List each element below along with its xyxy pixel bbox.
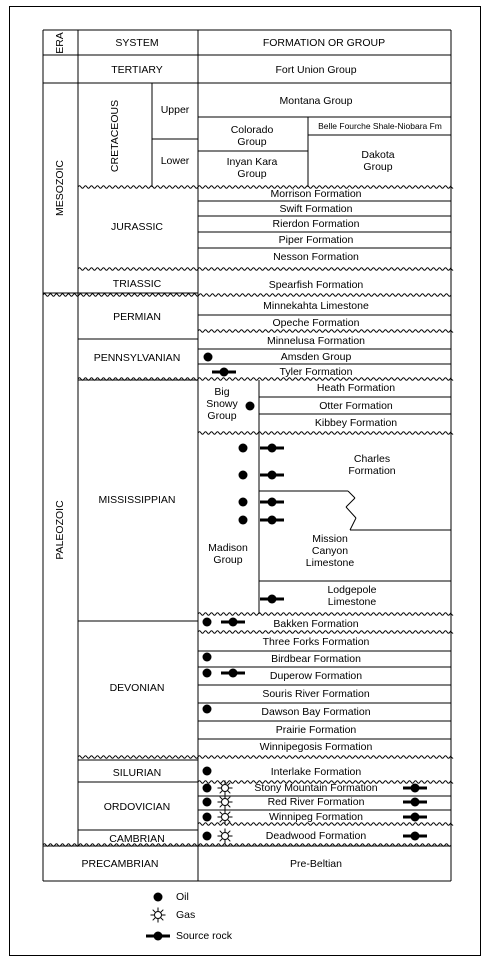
- unconformity-line: [78, 268, 453, 271]
- system-cretaceous: CRETACEOUS: [109, 99, 121, 173]
- formation-prairie: Prairie Formation: [275, 724, 357, 736]
- legend-gas-label: Gas: [176, 909, 196, 921]
- oil-icon: [203, 832, 212, 841]
- system-cambrian: CAMBRIAN: [109, 833, 165, 845]
- formation-dakota: Dakota Group: [361, 149, 395, 173]
- oil-icon: [203, 653, 212, 662]
- system-mississippian: MISSISSIPPIAN: [98, 494, 176, 506]
- series-upper: Upper: [160, 104, 190, 116]
- formation-heath: Heath Formation: [316, 382, 396, 394]
- source-rock-icon: [403, 813, 427, 822]
- oil-icon: [203, 767, 212, 776]
- unconformity-line: [198, 631, 453, 634]
- table-line-35: [348, 491, 355, 498]
- formation-dawson-bay: Dawson Bay Formation: [261, 706, 371, 718]
- source-rock-icon: [221, 618, 245, 627]
- formation-minnelusa: Minnelusa Formation: [266, 335, 366, 347]
- source-rock-icon: [260, 444, 284, 453]
- unconformity-line: [78, 186, 453, 189]
- oil-icon: [203, 705, 212, 714]
- formation-colorado: Colorado Group: [230, 124, 274, 148]
- oil-icon: [203, 813, 212, 822]
- formation-bakken: Bakken Formation: [273, 618, 359, 630]
- formation-inyan-kara: Inyan Kara Group: [226, 156, 278, 180]
- source-rock-icon: [260, 471, 284, 480]
- series-lower: Lower: [160, 155, 190, 167]
- formation-rierdon: Rierdon Formation: [272, 218, 360, 230]
- unconformity-line: [198, 432, 453, 435]
- source-rock-icon: [146, 932, 170, 941]
- gas-icon: [218, 795, 233, 810]
- oil-icon: [154, 893, 163, 902]
- system-permian: PERMIAN: [113, 311, 161, 323]
- formation-winnipegosis: Winnipegosis Formation: [259, 741, 373, 753]
- formation-montana: Montana Group: [279, 95, 353, 107]
- oil-icon: [239, 516, 248, 525]
- source-rock-icon: [260, 498, 284, 507]
- oil-icon: [203, 669, 212, 678]
- header-era: ERA: [54, 32, 66, 54]
- formation-otter: Otter Formation: [319, 400, 393, 412]
- table-line-38: [350, 518, 356, 530]
- gas-icon: [151, 908, 166, 923]
- formation-stony-mountain: Stony Mountain Formation: [254, 782, 378, 794]
- formation-mission-canyon: Mission Canyon Limestone: [305, 533, 355, 569]
- formation-madison: Madison Group: [208, 542, 248, 566]
- formation-big-snowy: Big Snowy Group: [206, 386, 238, 422]
- formation-duperow: Duperow Formation: [269, 670, 363, 682]
- legend-oil-label: Oil: [176, 891, 189, 903]
- system-jurassic: JURASSIC: [111, 221, 163, 233]
- header-formation: FORMATION OR GROUP: [262, 37, 386, 49]
- source-rock-icon: [403, 798, 427, 807]
- oil-icon: [246, 402, 255, 411]
- system-devonian: DEVONIAN: [109, 682, 165, 694]
- formation-opeche: Opeche Formation: [272, 317, 360, 329]
- gas-icon: [218, 829, 233, 844]
- formation-three-forks: Three Forks Formation: [262, 636, 370, 648]
- formation-deadwood: Deadwood Formation: [265, 830, 367, 842]
- formation-red-river: Red River Formation: [267, 796, 365, 808]
- formation-lodgepole: Lodgepole Limestone: [327, 584, 377, 608]
- source-rock-icon: [403, 784, 427, 793]
- system-tertiary: TERTIARY: [111, 64, 163, 76]
- system-triassic: TRIASSIC: [112, 278, 162, 290]
- unconformity-line: [198, 823, 453, 826]
- formation-tyler: Tyler Formation: [279, 366, 353, 378]
- source-rock-icon: [403, 832, 427, 841]
- formation-kibbey: Kibbey Formation: [314, 417, 398, 429]
- gas-icon: [218, 781, 233, 796]
- unconformity-line: [78, 756, 453, 759]
- legend-source-rock-label: Source rock: [176, 930, 233, 942]
- formation-souris-river: Souris River Formation: [262, 688, 370, 700]
- formation-nesson: Nesson Formation: [273, 251, 359, 263]
- oil-icon: [203, 618, 212, 627]
- unconformity-line: [198, 330, 453, 333]
- source-rock-icon: [260, 516, 284, 525]
- formation-belle-fourche: Belle Fourche Shale-Niobara Fm: [318, 121, 442, 131]
- era-mesozoic: MESOZOIC: [54, 159, 66, 217]
- oil-icon: [203, 784, 212, 793]
- oil-icon: [239, 444, 248, 453]
- formation-winnipeg: Winnipeg Formation: [269, 811, 363, 823]
- table-line-36: [346, 498, 355, 507]
- source-rock-icon: [221, 669, 245, 678]
- source-rock-icon: [212, 368, 236, 377]
- formation-swift: Swift Formation: [279, 203, 353, 215]
- formation-piper: Piper Formation: [278, 234, 354, 246]
- system-pennsylvanian: PENNSYLVANIAN: [93, 352, 181, 364]
- table-line-37: [346, 507, 356, 518]
- formation-fort-union: Fort Union Group: [275, 64, 357, 76]
- formation-birdbear: Birdbear Formation: [271, 653, 361, 665]
- formation-pre-beltian: Pre-Beltian: [290, 858, 342, 870]
- system-ordovician: ORDOVICIAN: [103, 801, 171, 813]
- oil-icon: [239, 471, 248, 480]
- formation-minnekahta: Minnekahta Limestone: [263, 300, 369, 312]
- oil-icon: [239, 498, 248, 507]
- formation-morrison: Morrison Formation: [270, 188, 362, 200]
- system-silurian: SILURIAN: [112, 767, 162, 779]
- oil-icon: [204, 353, 213, 362]
- unconformity-line: [198, 613, 453, 616]
- source-rock-icon: [260, 595, 284, 604]
- system-precambrian: PRECAMBRIAN: [81, 858, 159, 870]
- header-system: SYSTEM: [115, 37, 159, 49]
- formation-spearfish: Spearfish Formation: [268, 279, 364, 291]
- formation-interlake: Interlake Formation: [270, 766, 362, 778]
- formation-amsden: Amsden Group: [280, 351, 352, 363]
- era-paleozoic: PALEOZOIC: [54, 500, 66, 560]
- oil-icon: [203, 798, 212, 807]
- unconformity-line: [43, 294, 451, 297]
- formation-charles: Charles Formation: [348, 453, 396, 477]
- gas-icon: [218, 810, 233, 825]
